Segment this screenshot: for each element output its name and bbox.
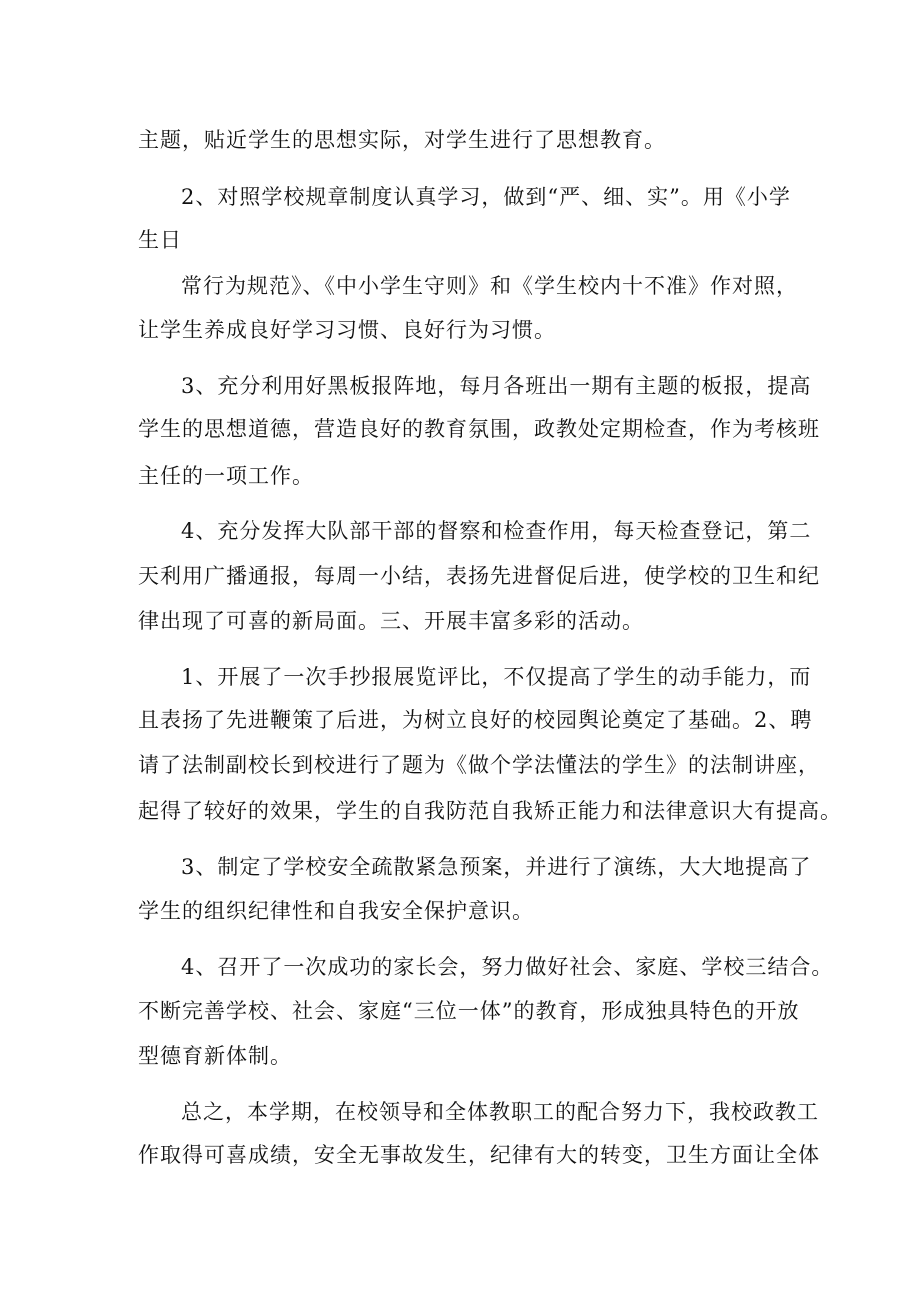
text-line: 3、制定了学校安全疏散紧急预案，并进行了演练，大大地提高了	[181, 855, 812, 879]
text-line: 4、召开了一次成功的家长会，努力做好社会、家庭、学校三结合。	[181, 955, 834, 979]
text-line: 常行为规范》、《中小学生守则》和《学生校内十不准》作对照，	[181, 274, 798, 298]
text-line: 作取得可喜成绩，安全无事故发生，纪律有大的转变，卫生方面让全体	[138, 1143, 820, 1167]
text-line: 不断完善学校、社会、家庭“三位一体”的教育，形成独具特色的开放	[138, 999, 800, 1023]
text-line: 生日	[138, 228, 182, 252]
text-line: 总之，本学期，在校领导和全体教职工的配合努力下，我校政教工	[181, 1100, 819, 1124]
text-line: 且表扬了先进鞭策了后进，为树立良好的校园舆论奠定了基础。2、聘	[138, 708, 813, 732]
text-line: 学生的思想道德，营造良好的教育氛围，政教处定期检查，作为考核班	[138, 417, 820, 441]
text-line: 让学生养成良好学习习惯、良好行为习惯。	[138, 318, 556, 342]
text-line: 学生的组织纪律性和自我安全保护意识。	[138, 899, 534, 923]
text-line: 4、充分发挥大队部干部的督察和检查作用，每天检查登记，第二	[181, 519, 812, 543]
text-line: 1、开展了一次手抄报展览评比，不仅提高了学生的动手能力，而	[181, 665, 812, 689]
text-line: 主任的一项工作。	[138, 464, 314, 488]
text-line: 主题，贴近学生的思想实际，对学生进行了思想教育。	[138, 128, 666, 152]
text-line: 请了法制副校长到校进行了题为《做个学法懂法的学生》的法制讲座，	[138, 753, 820, 777]
text-line: 3、充分利用好黑板报阵地，每月各班出一期有主题的板报，提高	[181, 374, 812, 398]
text-line: 律出现了可喜的新局面。三、开展丰富多彩的活动。	[138, 609, 644, 633]
text-line: 型德育新体制。	[138, 1044, 292, 1068]
text-line: 天利用广播通报，每周一小结，表扬先进督促后进，使学校的卫生和纪	[138, 564, 820, 588]
text-line: 起得了较好的效果，学生的自我防范自我矫正能力和法律意识大有提高。	[138, 799, 842, 823]
text-line: 2、对照学校规章制度认真学习，做到“严、细、实”。用《小学	[181, 185, 791, 209]
